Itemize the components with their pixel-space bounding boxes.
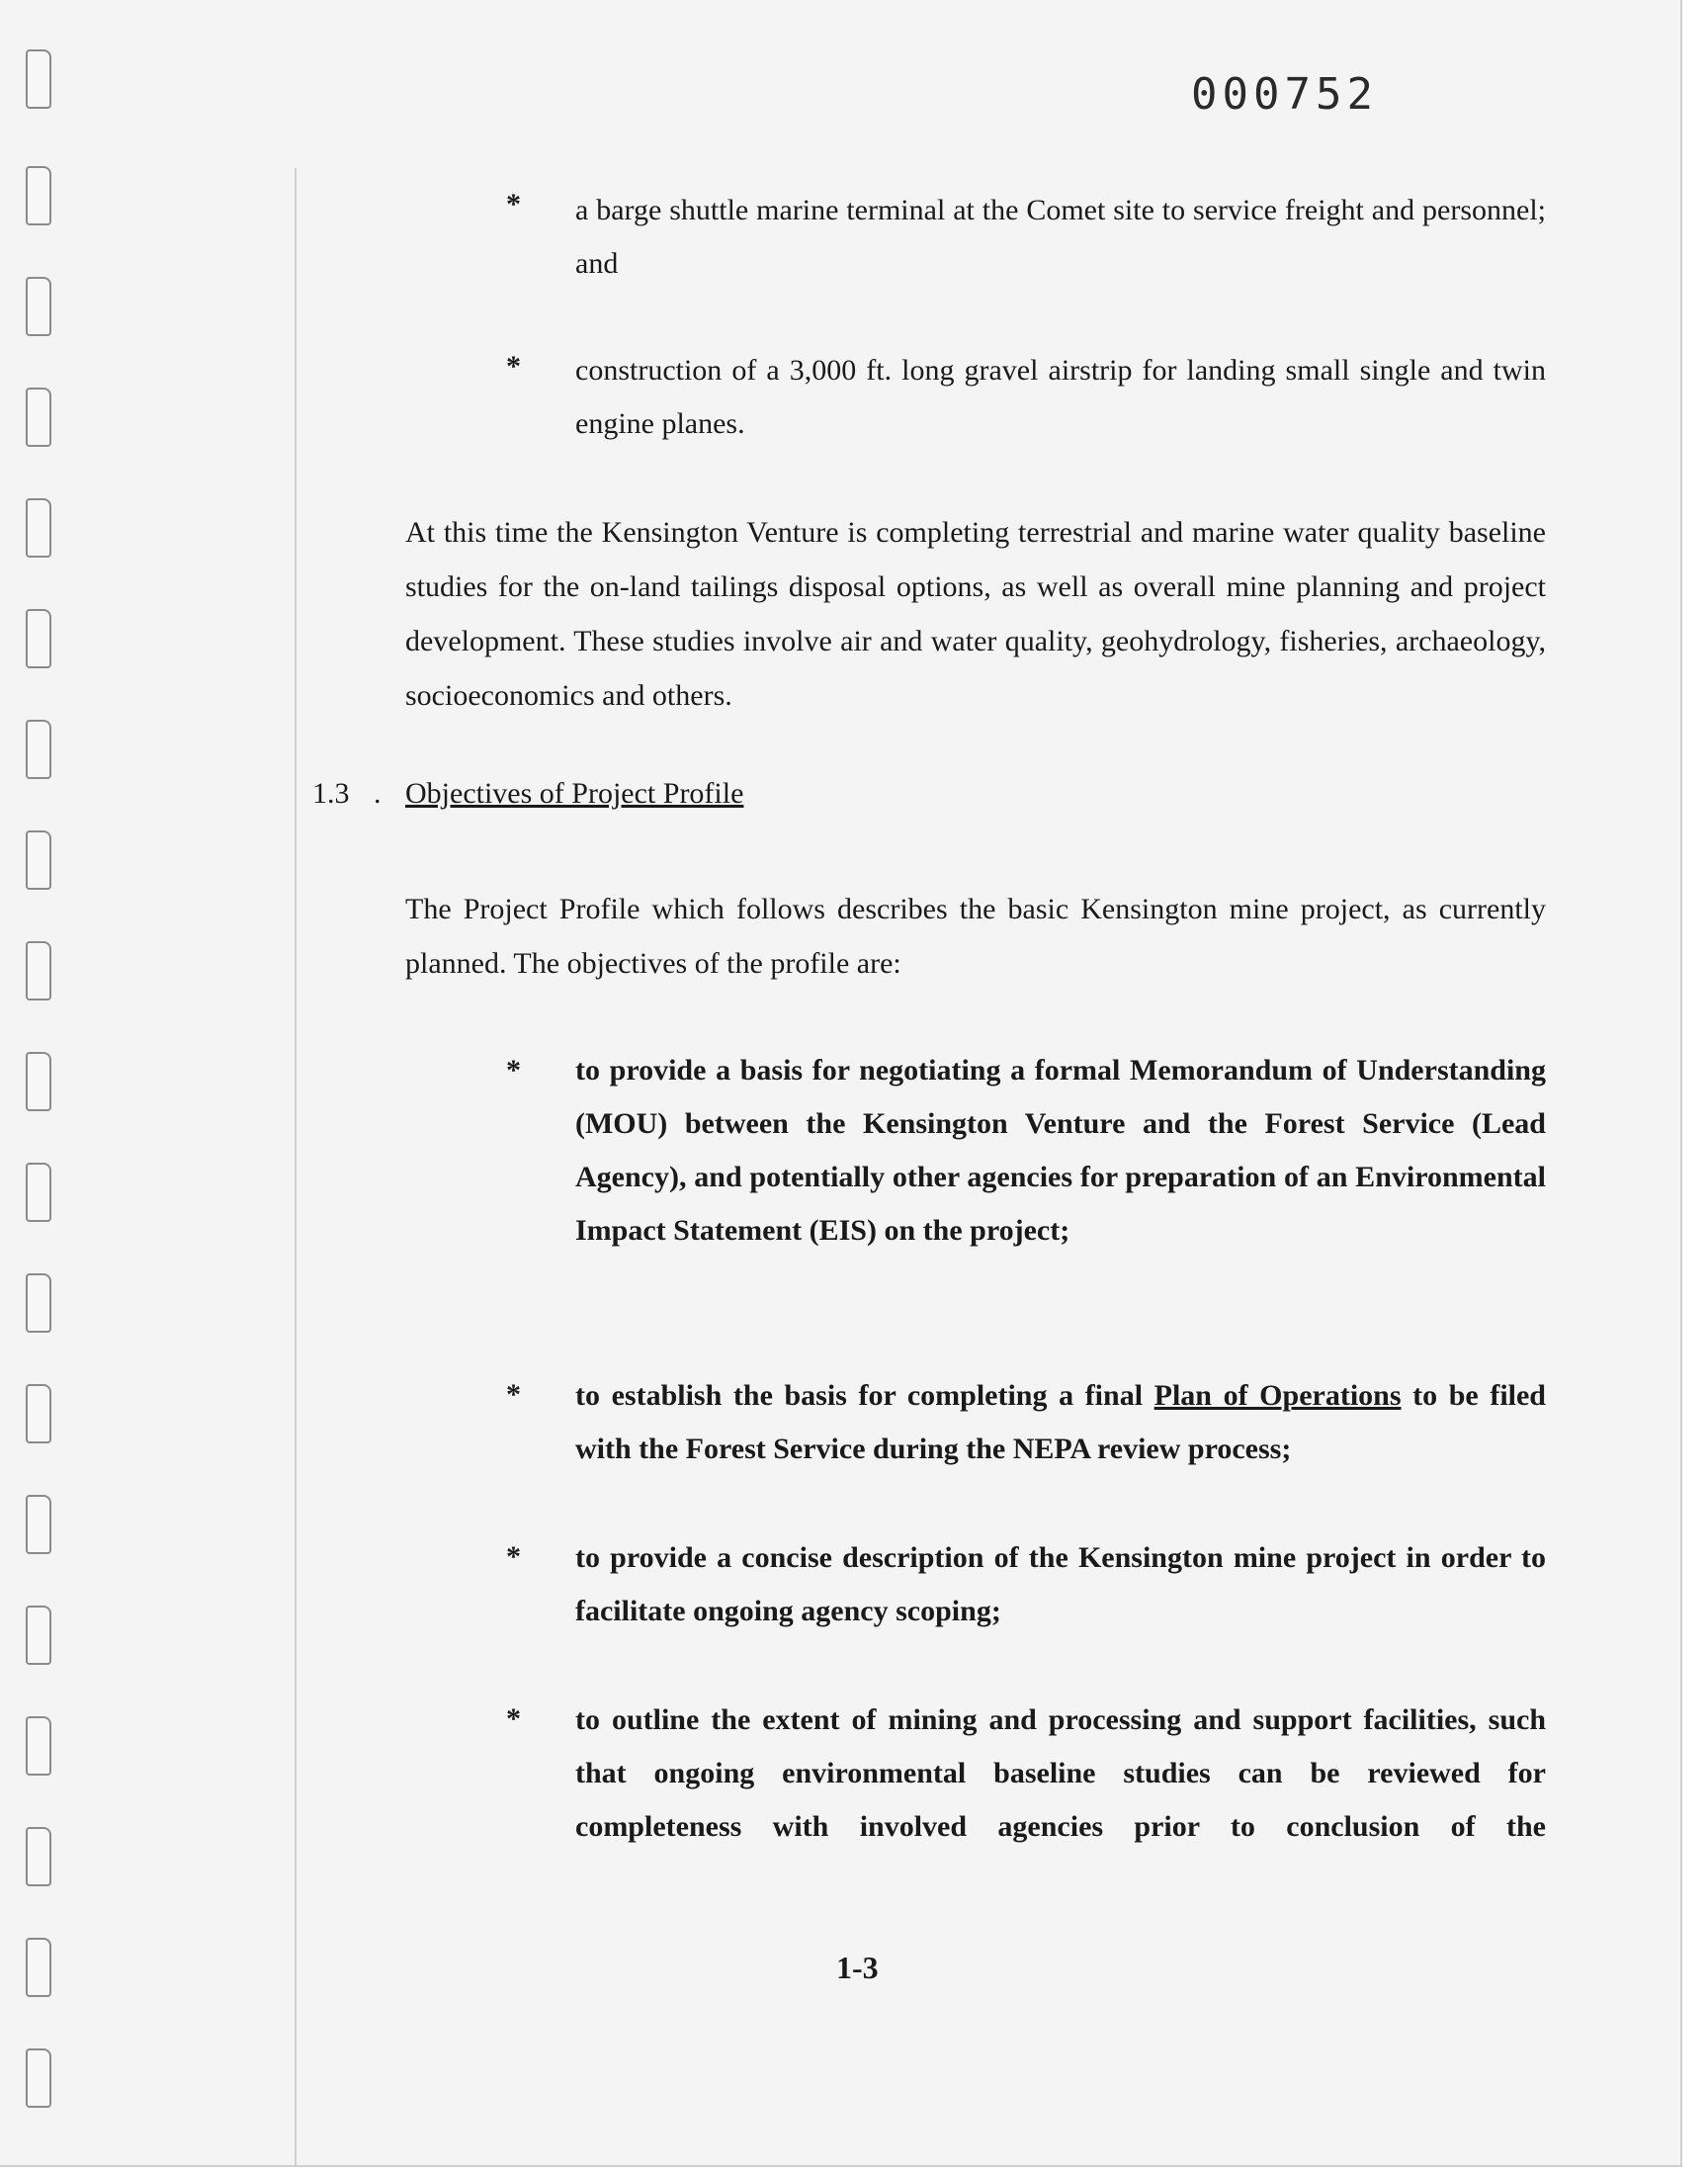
binding-hole xyxy=(26,1827,51,1886)
bullet-marker: * xyxy=(506,1054,521,1087)
section-number: 1.3 xyxy=(312,777,350,810)
binding-hole xyxy=(26,1273,51,1333)
binding-hole xyxy=(26,388,51,447)
bullet-marker: * xyxy=(506,1540,521,1573)
binding-hole xyxy=(26,1938,51,1997)
bullet-marker: * xyxy=(506,188,521,220)
objective-mou: to provide a basis for negotiating a formal Memorandum of Understanding (MOU) between the Kensington Venture and the Forest Service (Lead Agency), and potentially other agencies for preparation of an Environmental Impact Statement (EIS) on the project; xyxy=(575,1054,1546,1247)
binding-hole xyxy=(26,1052,51,1111)
binding-hole xyxy=(26,830,51,890)
bullet-text-airstrip: construction of a 3,000 ft. long gravel airstrip for landing small single and twin engine planes. xyxy=(575,354,1546,440)
binding-holes xyxy=(26,49,65,2126)
binding-hole xyxy=(26,609,51,668)
binding-hole xyxy=(26,1495,51,1554)
objective-text-after: to be filed with the Forest Service during the NEPA review process; xyxy=(575,1379,1546,1465)
document-number: 000752 xyxy=(1191,69,1378,120)
plan-of-operations-underlined: Plan of Operations xyxy=(1153,1379,1402,1412)
binding-hole xyxy=(26,49,51,109)
binding-hole xyxy=(26,1716,51,1776)
page-number: 1-3 xyxy=(836,1950,879,1985)
binding-hole xyxy=(26,941,51,1000)
binding-hole xyxy=(26,498,51,558)
binding-hole xyxy=(26,2048,51,2108)
binding-hole xyxy=(26,720,51,779)
objective-agency-scoping: to provide a concise description of the Kensington mine project in order to facilitate ongoing agency scoping; xyxy=(575,1541,1546,1627)
bullet-marker: * xyxy=(506,1702,521,1735)
objective-text-before: to establish the basis for completing a final xyxy=(575,1379,1154,1412)
objective-facilities-outline: to outline the extent of mining and processing and support facilities, such that ongoing environmental baseline studies can be reviewed for completeness with involved agencies prior to conclusion of the xyxy=(575,1703,1546,1843)
binding-hole xyxy=(26,1384,51,1443)
objective-plan-of-operations xyxy=(575,1369,1546,1476)
binding-hole xyxy=(26,1163,51,1222)
bullet-text-marine-terminal: a barge shuttle marine terminal at the Comet site to service freight and personnel; and xyxy=(575,194,1546,280)
paragraph-baseline-studies: At this time the Kensington Venture is completing terrestrial and marine water quality baseline studies for the on-land tailings disposal options, as well as overall mine planning and project development. These studies involve air and water quality, geohydrology, fisheries, archaeology, socioeconomics and others. xyxy=(405,516,1546,712)
binding-hole xyxy=(26,166,51,225)
bullet-marker: * xyxy=(506,350,521,383)
binding-hole xyxy=(26,1606,51,1665)
bullet-marker: * xyxy=(506,1378,521,1411)
paragraph-profile-intro: The Project Profile which follows describes the basic Kensington mine project, as currently planned. The objectives of the profile are: xyxy=(405,893,1546,980)
margin-line xyxy=(295,168,297,2165)
binding-hole xyxy=(26,277,51,336)
section-dot: . xyxy=(374,777,382,810)
section-title: Objectives of Project Profile xyxy=(405,777,744,810)
